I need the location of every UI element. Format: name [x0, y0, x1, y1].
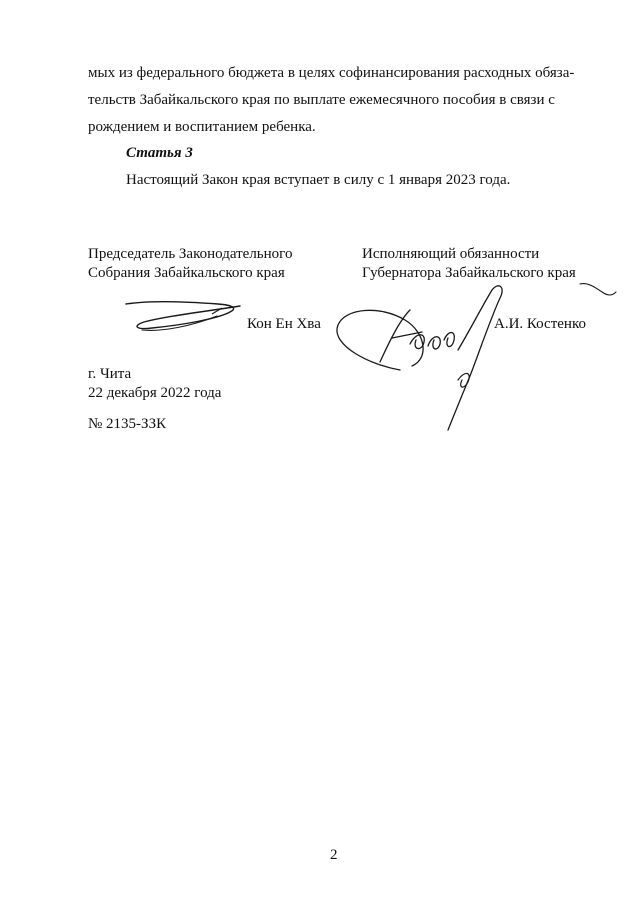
- left-signatory-name: Кон Ен Хва: [247, 316, 321, 332]
- right-title-line: Губернатора Забайкальского края: [362, 265, 576, 281]
- body-paragraph: [88, 60, 584, 141]
- page-number: 2: [330, 847, 338, 863]
- left-title-line: Собрания Забайкальского края: [88, 265, 285, 281]
- article-heading: Статья 3: [126, 145, 193, 161]
- right-signatory-title: [362, 245, 576, 283]
- document-number: № 2135-ЗЗК: [88, 416, 167, 432]
- body-line: тельств Забайкальского края по выплате ежемесячного пособия в связи с: [88, 92, 555, 108]
- right-signature-image: [330, 280, 520, 440]
- left-signature-image: [122, 292, 247, 342]
- right-signatory-name: А.И. Костенко: [494, 316, 586, 332]
- margin-pen-mark: [578, 278, 618, 302]
- article-text: Настоящий Закон края вступает в силу с 1 января 2023 года.: [126, 172, 511, 188]
- left-signatory-title: [88, 245, 292, 283]
- body-line: рождением и воспитанием ребенка.: [88, 119, 316, 135]
- right-title-line: Исполняющий обязанности: [362, 246, 540, 262]
- place-and-date: [88, 365, 221, 403]
- city: г. Чита: [88, 366, 132, 382]
- body-line: мых из федерального бюджета в целях софинансирования расходных обяза-: [88, 65, 575, 81]
- signing-date: 22 декабря 2022 года: [88, 385, 222, 401]
- left-title-line: Председатель Законодательного: [88, 246, 293, 262]
